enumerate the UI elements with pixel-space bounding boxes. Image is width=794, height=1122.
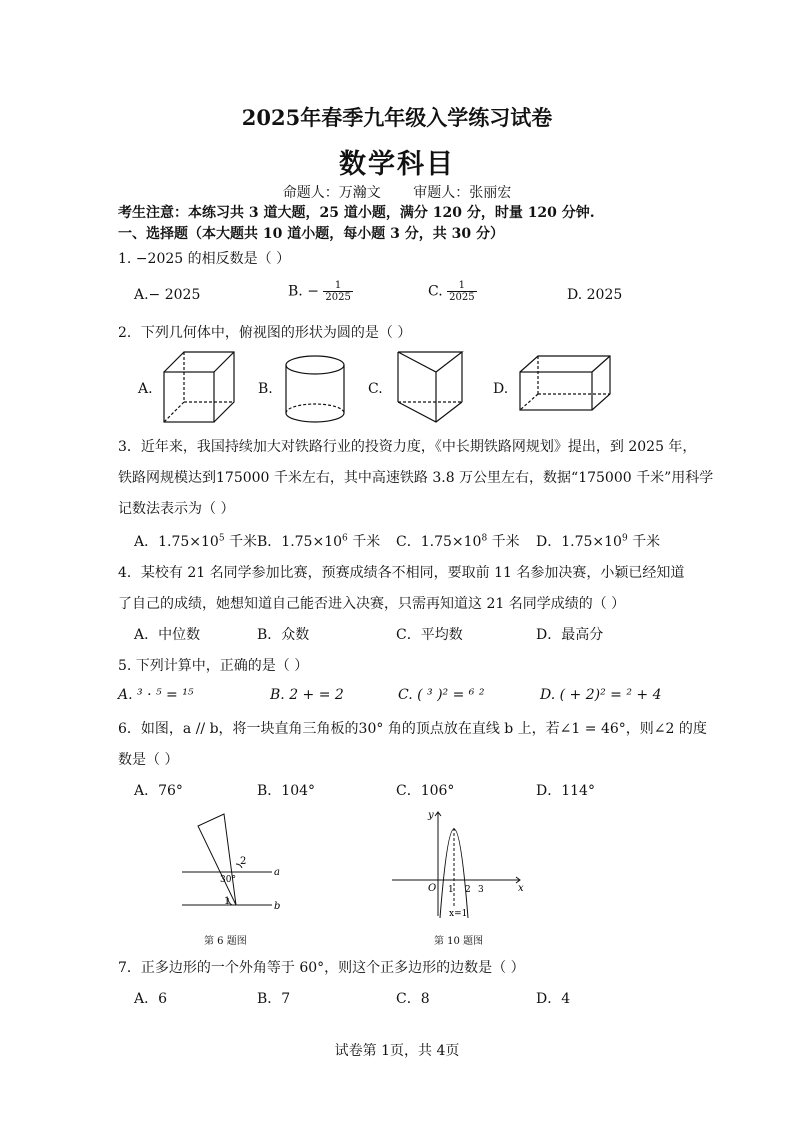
q2-option-c: C.	[368, 381, 383, 397]
triangle-ruler	[198, 814, 236, 905]
q2-option-b: B.	[258, 381, 273, 397]
q1-option-a: A.− 2025	[134, 287, 201, 303]
q3-line-1: 3．近年来，我国持续加大对铁路行业的投资力度，《中长期铁路网规划》提出，到 2025 年，	[118, 439, 697, 455]
fig6-label-1: 1	[224, 896, 231, 907]
q4-line-1: 4．某校有 21 名同学参加比赛，预赛成绩各不相同，要取前 11 名参加决赛，小颖已经知道	[118, 565, 685, 581]
q4-line-2: 了自己的成绩，她想知道自己能否进入决赛，只需再知道这 21 名同学成绩的（ ）	[118, 596, 626, 612]
cube-figure	[162, 350, 242, 430]
q2-stem: 2．下列几何体中，俯视图的形状为圆的是（ ）	[118, 325, 412, 341]
q1-stem: 1. −2025 的相反数是（ ）	[118, 251, 291, 267]
q3-option-b: B．$1.75\times 10^6$ 千米	[257, 533, 381, 550]
q6-option-d: D．114°	[536, 783, 595, 799]
fig10-label-x: x	[518, 883, 524, 894]
q3-line-2: 铁路网规模达到175000 千米左右，其中高速铁路 3.8 万公里左右，数据“175000 千米”用科学	[118, 470, 714, 486]
q6-option-b: B．104°	[257, 783, 316, 799]
q7-option-a: A．6	[134, 991, 168, 1007]
q1-b-fraction: $\frac{1}{2025}$	[325, 280, 351, 303]
fig10-label-y: y	[428, 810, 434, 821]
q6-option-a: A．76°	[134, 783, 183, 799]
q7-option-d: D．4	[536, 991, 571, 1007]
q1-option-c: C. $\frac{1}{2025}$	[428, 280, 475, 303]
section-heading: 一、选择题（本大题共 10 道小题，每小题 3 分，共 30 分）	[118, 226, 504, 242]
exam-title: 2025年春季九年级入学练习试卷	[241, 105, 553, 130]
reviewer: 审题人：张丽宏	[413, 185, 512, 201]
cylinder-figure	[284, 354, 350, 426]
q5-stem: 5. 下列计算中，正确的是（ ）	[118, 658, 309, 674]
fig10-label-1: 1	[448, 885, 454, 895]
q1-option-d: D. 2025	[567, 287, 623, 303]
q5-option-b: B. 2 + = 2	[270, 687, 344, 703]
q6-line-1: 6．如图，a // b，将一块直角三角板的30° 角的顶点放在直线 b 上，若∠1 = 46°，则∠2 的度	[118, 721, 707, 737]
q2-option-d: D.	[493, 381, 509, 397]
fig10-label-3: 3	[478, 885, 484, 895]
fig6-label-30: 30°	[220, 875, 236, 885]
q4-option-b: B．众数	[257, 627, 310, 643]
q3-option-a: A．$1.75\times 10^5$ 千米	[134, 533, 258, 550]
exam-notice: 考生注意：本练习共 3 道大题，25 道小题，满分 120 分，时量 120 分钟.	[118, 205, 595, 221]
fig10-label-o: O	[428, 883, 437, 894]
q6-option-c: C．106°	[396, 783, 455, 799]
prism-figure	[394, 350, 466, 430]
fig6-label-2: 2	[240, 856, 247, 867]
q5-option-c: C. ( ³ )² = ⁶ ²	[398, 687, 485, 703]
fig6-label-a: a	[274, 867, 280, 878]
figure-10-parabola-graph	[390, 806, 530, 924]
q4-option-d: D．最高分	[536, 627, 604, 643]
author-line	[0, 182, 794, 202]
q5-option-a: A. ³ · ⁵ = ¹⁵	[118, 687, 194, 703]
q7-option-b: B．7	[257, 991, 291, 1007]
q7-stem: 7．正多边形的一个外角等于 60°，则这个正多边形的边数是（ ）	[118, 960, 525, 976]
q6-line-2: 数是（ ）	[118, 752, 179, 768]
q4-option-a: A．中位数	[134, 627, 201, 643]
figure-6-diagram	[180, 812, 290, 912]
author: 命题人：万瀚文	[282, 185, 381, 201]
fig6-label-b: b	[274, 901, 281, 912]
q1-c-fraction: $\frac{1}{2025}$	[449, 280, 475, 303]
q4-option-c: C．平均数	[396, 627, 463, 643]
q3-option-c: C．$1.75\times 10^8$ 千米	[396, 533, 520, 550]
page-footer: 试卷第 1页，共 4页	[334, 1043, 460, 1059]
q3-line-3: 记数法表示为（ ）	[118, 501, 235, 517]
subject-title: 数学科目	[339, 149, 455, 180]
figure-6-caption: 第 6 题图	[204, 936, 247, 947]
cuboid-figure	[518, 354, 614, 414]
fig10-label-2: 2	[465, 885, 471, 895]
q2-option-a: A.	[138, 381, 153, 397]
figure-10-caption: 第 10 题图	[434, 936, 484, 947]
q3-option-d: D．$1.75\times 10^9$ 千米	[536, 533, 661, 550]
q7-option-c: C．8	[396, 991, 430, 1007]
fig10-label-axis: x=1	[449, 909, 468, 919]
q1-option-b: B. − $\frac{1}{2025}$	[288, 280, 351, 303]
q5-option-d: D. ( + 2)² = ² + 4	[540, 687, 662, 703]
